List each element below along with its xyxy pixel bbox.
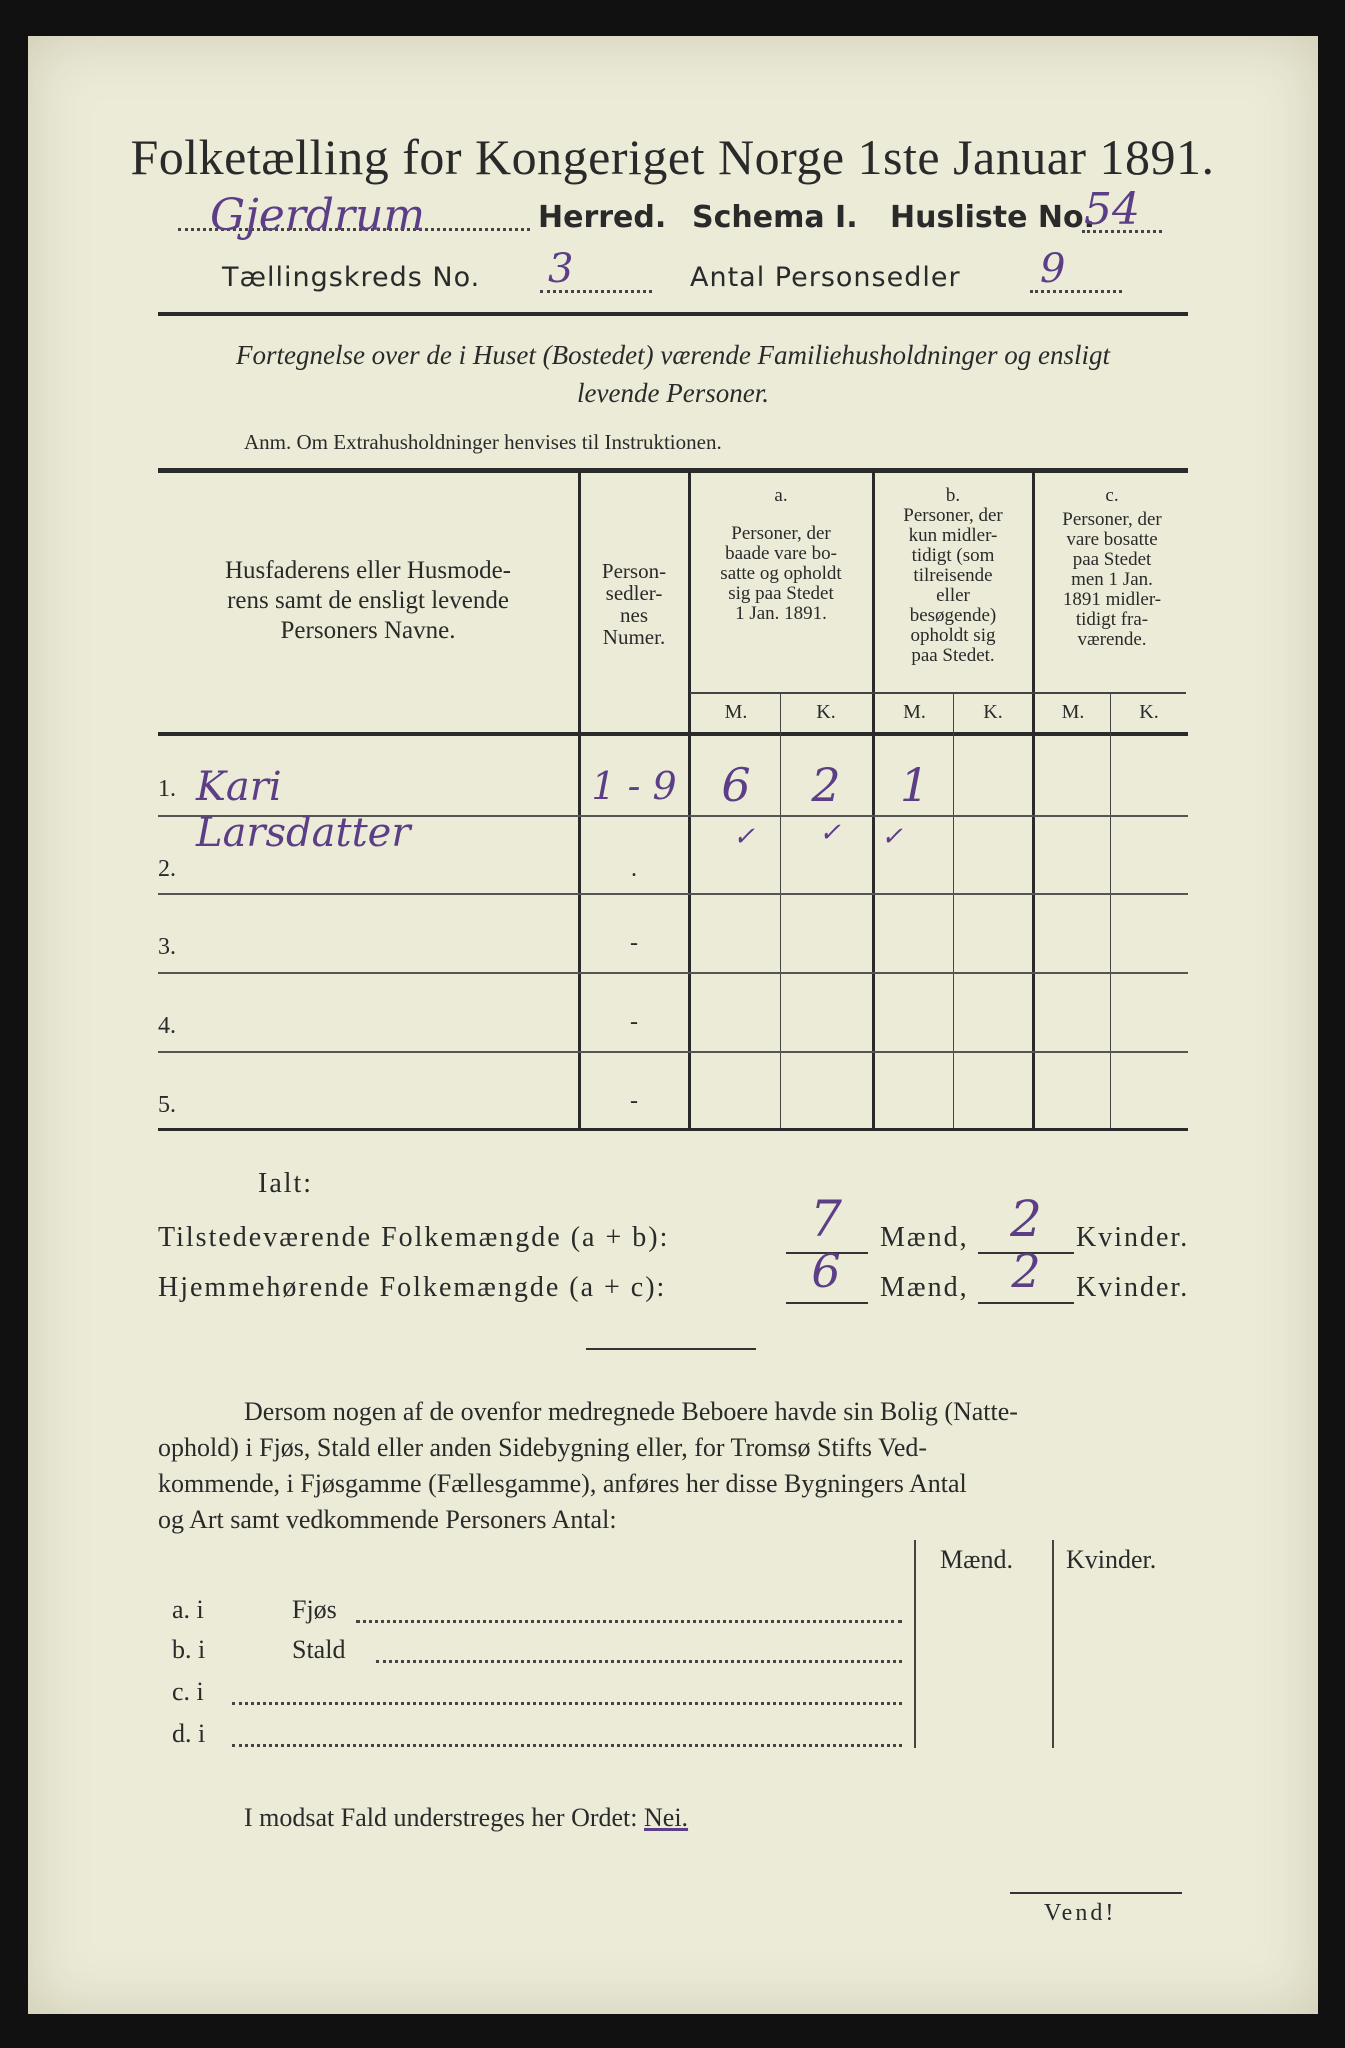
building-row-c-dots bbox=[232, 1702, 902, 1705]
personsedler-numer: - bbox=[630, 930, 638, 956]
husliste-value: 54 bbox=[1084, 184, 1140, 235]
a-k-value: 2 bbox=[811, 758, 841, 812]
c-k-label: K. bbox=[1139, 701, 1159, 723]
col-header-name: Husfaderens eller Husmode- rens samt de ensligt levende Personers Navne. bbox=[224, 557, 511, 644]
buildings-maend-header: Mænd. bbox=[940, 1545, 1013, 1574]
row-number: 5. bbox=[158, 1092, 176, 1118]
b-m-label: M. bbox=[903, 701, 926, 723]
row-number: 3. bbox=[158, 934, 176, 960]
a-m-value: 6 bbox=[721, 758, 751, 812]
herred-value: Gjerdrum bbox=[210, 190, 426, 241]
intro-line-2: levende Personer. bbox=[577, 378, 769, 408]
personsedler-numer: . bbox=[631, 856, 637, 882]
hjemme-kvinder-value: 2 bbox=[1011, 1244, 1041, 1298]
modsat-fald-text: I modsat Fald understreges her Ordet: Nei. bbox=[244, 1803, 689, 1832]
col-header-numer: Person- sedler- nes Numer. bbox=[601, 559, 667, 649]
row-line-3 bbox=[158, 972, 1188, 974]
row-line-2 bbox=[158, 893, 1188, 895]
taellingskreds-value: 3 bbox=[548, 246, 574, 292]
maend-label-1: Mænd, bbox=[880, 1222, 969, 1253]
col-divider-c bbox=[1032, 472, 1035, 1128]
col-divider-b bbox=[872, 472, 875, 1128]
b-k-label: K. bbox=[983, 701, 1003, 723]
row-number: 2. bbox=[158, 856, 176, 882]
vend-label: Vend! bbox=[1044, 1900, 1117, 1926]
personsedler-numer: - bbox=[630, 1088, 638, 1114]
hjemme-kvinder-line bbox=[978, 1302, 1074, 1304]
a-k-label: K. bbox=[816, 701, 836, 723]
col-header-b: b. Personer, der kun midler- tidigt (som tilreisende eller besøgende) opholdt sig paa Stedet. bbox=[903, 485, 1003, 666]
anm-note: Anm. Om Extrahusholdninger henvises til Instruktionen. bbox=[244, 430, 722, 454]
building-row-b-dots bbox=[376, 1660, 902, 1663]
form-title: Folketælling for Kongeriget Norge 1ste Januar 1891. bbox=[130, 129, 1215, 185]
buildings-paragraph: Dersom nogen af de ovenfor medregnede Beboere havde sin Bolig (Natte- ophold) i Fjøs, Stald eller anden Sidebygning eller, for Tromsø Stifts Ved- kommende, i Fjøsgamme (Fællesgamme), anføres her disse Bygningers Antal og Art samt vedkommende Personers Antal: bbox=[158, 1397, 1018, 1534]
building-row-c-letter: c. i bbox=[172, 1677, 204, 1706]
nei-word: Nei. bbox=[644, 1803, 689, 1832]
taellingskreds-dotted-line bbox=[540, 290, 652, 293]
check-mark-b-m: ✓ bbox=[881, 822, 903, 852]
buildings-kvinder-header: Kvinder. bbox=[1066, 1545, 1157, 1574]
check-mark-a-k: ✓ bbox=[819, 818, 841, 848]
herred-label: Herred. bbox=[538, 200, 667, 235]
antal-personsedler-label: Antal Personsedler bbox=[690, 262, 961, 293]
hjemme-maend-line bbox=[786, 1302, 868, 1304]
vend-rule bbox=[1010, 1892, 1182, 1894]
kvinder-label-1: Kvinder. bbox=[1076, 1222, 1190, 1253]
row-line-4 bbox=[158, 1051, 1188, 1053]
personsedler-numer: 1 - 9 bbox=[591, 764, 677, 808]
antal-dotted-line bbox=[1030, 290, 1122, 293]
husliste-label: Husliste No. bbox=[890, 200, 1095, 235]
col-header-a: a. Personer, der baade vare bo- satte og opholdt sig paa Stedet 1 Jan. 1891. bbox=[720, 485, 842, 624]
table-bottom-rule bbox=[158, 1128, 1188, 1131]
col-divider-c-mk bbox=[1110, 694, 1111, 1128]
husliste-dotted-line bbox=[1082, 230, 1162, 233]
building-row-d-letter: d. i bbox=[172, 1719, 206, 1748]
b-m-value: 1 bbox=[899, 758, 930, 812]
person-name: Kari Larsdatter bbox=[196, 764, 411, 856]
buildings-divider-1 bbox=[914, 1540, 916, 1748]
building-row-b-letter: b. i bbox=[172, 1635, 206, 1664]
buildings-divider-2 bbox=[1052, 1540, 1054, 1748]
mk-header-rule bbox=[690, 692, 1186, 694]
maend-label-2: Mænd, bbox=[880, 1272, 969, 1303]
col-divider-a bbox=[688, 472, 691, 1128]
tilstede-kvinder-value: 2 bbox=[1010, 1190, 1042, 1248]
col-divider-b-mk bbox=[953, 694, 954, 1128]
personsedler-numer: - bbox=[630, 1009, 638, 1035]
building-row-b-label: Stald bbox=[292, 1635, 346, 1664]
building-row-d-dots bbox=[232, 1744, 902, 1747]
building-row-a-letter: a. i bbox=[172, 1595, 204, 1624]
c-m-label: M. bbox=[1061, 701, 1085, 723]
hjemme-maend-value: 6 bbox=[811, 1244, 841, 1298]
intro-line-1: Fortegnelse over de i Huset (Bostedet) værende Familiehusholdninger og ensligt bbox=[235, 340, 1111, 370]
row-number: 4. bbox=[158, 1013, 176, 1039]
section-divider bbox=[586, 1348, 756, 1350]
tilstede-maend-value: 7 bbox=[810, 1190, 842, 1248]
row-number: 1. bbox=[158, 776, 176, 802]
schema-label: Schema I. bbox=[692, 200, 858, 235]
a-m-label: M. bbox=[724, 701, 748, 723]
hjemme-label: Hjemmehørende Folkemængde (a + c): bbox=[158, 1272, 667, 1303]
tilstede-label: Tilstedeværende Folkemængde (a + b): bbox=[158, 1222, 670, 1253]
antal-personsedler-value: 9 bbox=[1040, 246, 1066, 292]
taellingskreds-label: Tællingskreds No. bbox=[222, 262, 481, 293]
kvinder-label-2: Kvinder. bbox=[1076, 1272, 1190, 1303]
col-header-c: c. Personer, der vare bosatte paa Stedet men 1 Jan. 1891 midler- tidigt fra- værende. bbox=[1062, 485, 1162, 650]
col-divider-numer bbox=[578, 472, 581, 1128]
check-mark-a-m: ✓ bbox=[733, 822, 755, 852]
building-row-a-label: Fjøs bbox=[292, 1595, 337, 1624]
ialt-label: Ialt: bbox=[258, 1168, 314, 1199]
building-row-a-dots bbox=[356, 1620, 902, 1623]
header-rule bbox=[158, 312, 1188, 316]
